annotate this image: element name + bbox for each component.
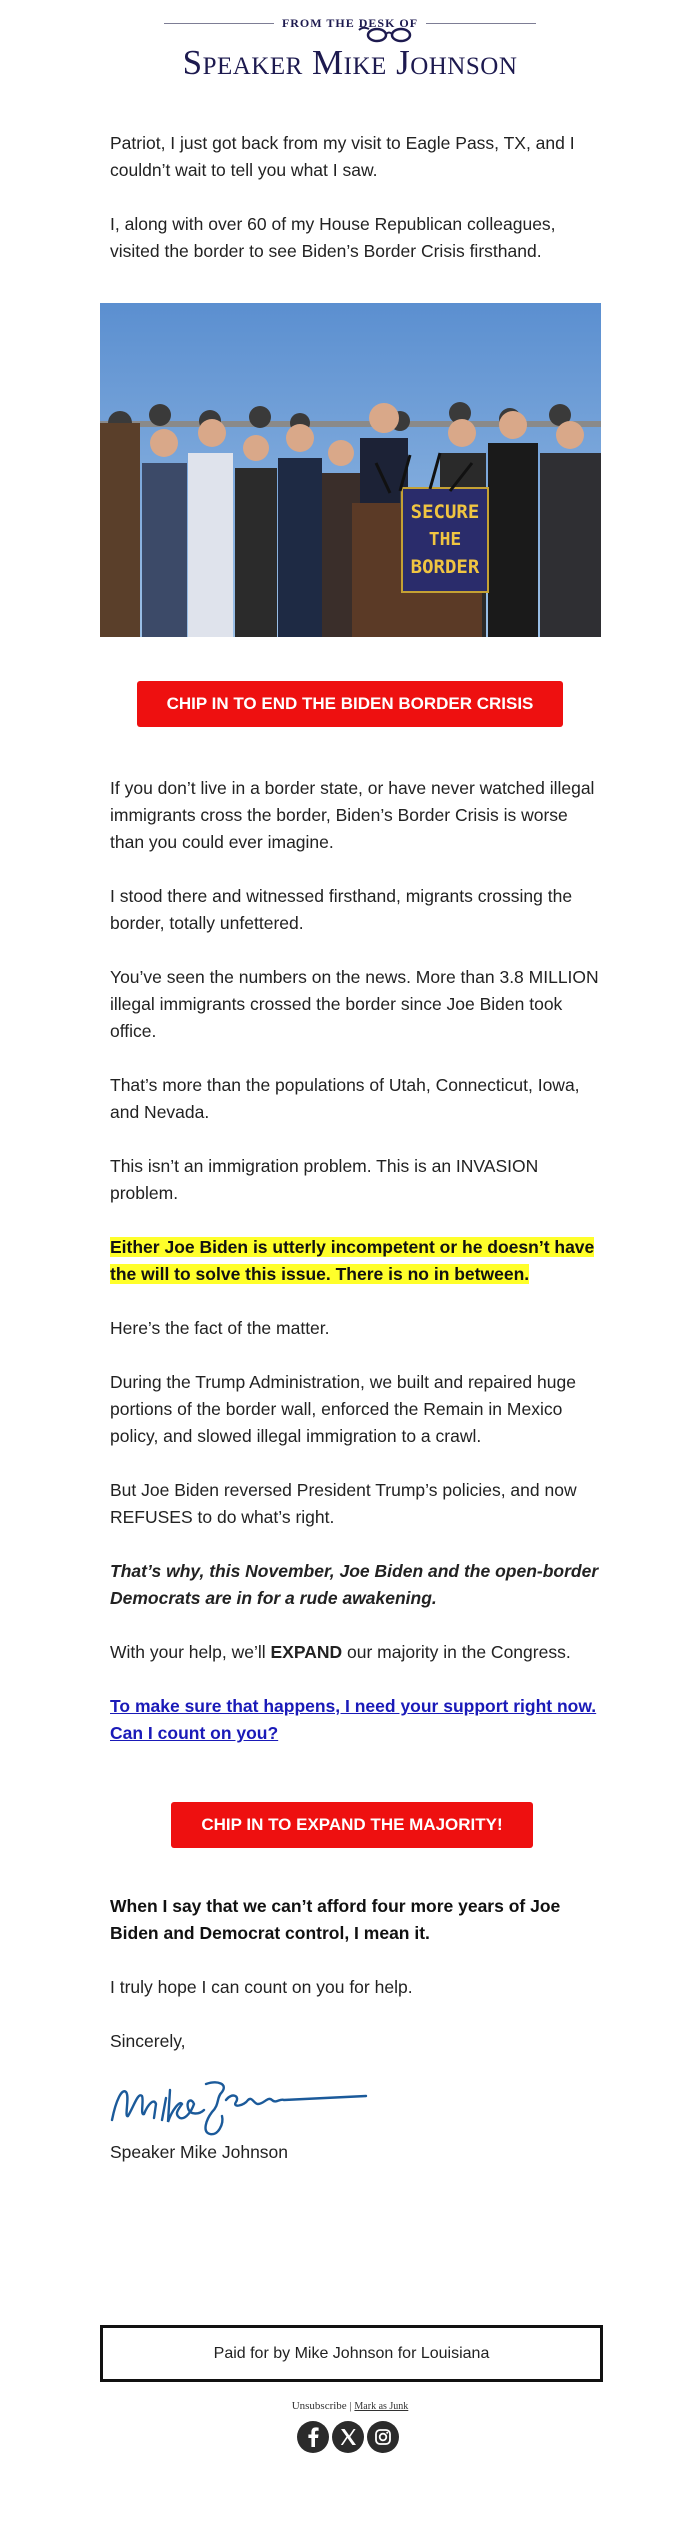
body-paragraph-10 [110, 1558, 600, 1612]
mark-junk-link[interactable]: Mark as Junk [354, 2401, 409, 2412]
intro-paragraph-2 [110, 211, 600, 265]
glasses-icon [357, 24, 415, 44]
closing-text-1: When I say that we can’t afford four more years of Joe Biden and Democrat control, I mean it. [110, 1896, 561, 1943]
body-text-8: During the Trump Administration, we built and repaired huge portions of the border wall, enforced the Remain in Mexico policy, and slowed illegal immigration to a crawl. [110, 1372, 576, 1446]
x-icon[interactable] [332, 2421, 364, 2453]
support-link[interactable]: To make sure that happens, I need your support right now. Can I count on you? [110, 1696, 597, 1743]
signature-image [108, 2070, 370, 2140]
signature-name: Speaker Mike Johnson [110, 2142, 289, 2162]
unsubscribe-separator: | [349, 2400, 352, 2412]
body-paragraph-4 [110, 1072, 600, 1126]
body-paragraph-7 [110, 1315, 600, 1342]
paid-for-text: Paid for by Mike Johnson for Louisiana [213, 2345, 490, 2362]
sign-line-1: SECURE [410, 501, 480, 523]
highlighted-statement: Either Joe Biden is utterly incompetent or he doesn’t have the will to solve this issue. There is no in between. [110, 1237, 595, 1284]
social-icons [297, 2421, 399, 2453]
chip-in-expand-majority-button[interactable]: CHIP IN TO EXPAND THE MAJORITY! [171, 1802, 533, 1848]
body-paragraph-1 [110, 775, 600, 856]
body-text-2: I stood there and witnessed firsthand, migrants crossing the border, totally unfettered. [110, 886, 573, 933]
email-header [0, 16, 700, 83]
intro-text-2: I, along with over 60 of my House Republican colleagues, visited the border to see Biden’s Border Crisis firsthand. [110, 214, 556, 261]
body-paragraph-9 [110, 1477, 600, 1531]
intro-text-1: Patriot, I just got back from my visit to Eagle Pass, TX, and I couldn’t wait to tell you what I saw. [110, 133, 575, 180]
border-visit-photo [100, 303, 601, 637]
divider-left [164, 23, 274, 24]
hero-photo [100, 303, 601, 637]
body-paragraph-6 [110, 1234, 600, 1288]
expand-bold: EXPAND [270, 1642, 343, 1662]
body-text-10: That’s why, this November, Joe Biden and the open-border Democrats are in for a rude awakening. [110, 1561, 599, 1608]
unsubscribe-link[interactable]: Unsubscribe [291, 2400, 347, 2412]
body-text-5: This isn’t an immigration problem. This is an INVASION problem. [110, 1156, 539, 1203]
sincerely-text: Sincerely, [110, 2031, 186, 2051]
closing-paragraph-1 [110, 1893, 600, 1947]
sign-line-3: BORDER [410, 556, 480, 578]
body-text-1: If you don’t live in a border state, or have never watched illegal immigrants cross the border, Biden’s Border Crisis is worse than you could ever imagine. [110, 778, 595, 852]
body-paragraph-5 [110, 1153, 600, 1207]
body-paragraph-8 [110, 1369, 600, 1450]
support-paragraph [110, 1693, 600, 1747]
chip-in-end-crisis-button[interactable]: CHIP IN TO END THE BIDEN BORDER CRISIS [137, 681, 563, 727]
body-paragraph-3 [110, 964, 600, 1045]
closing-paragraph-3 [110, 2028, 600, 2055]
expand-paragraph [110, 1639, 600, 1666]
sign-line-2: THE [428, 529, 462, 550]
from-desk-row [0, 16, 700, 31]
speaker-name: Speaker Mike Johnson [182, 43, 518, 82]
body-text-9: But Joe Biden reversed President Trump’s policies, and now REFUSES to do what’s right. [110, 1480, 577, 1527]
closing-text-2: I truly hope I can count on you for help. [110, 1977, 413, 1997]
instagram-icon[interactable] [367, 2421, 399, 2453]
signature-name-block [110, 2139, 600, 2166]
paid-for-box [100, 2325, 603, 2382]
divider-right [426, 23, 536, 24]
body-text-4: That’s more than the populations of Utah, Connecticut, Iowa, and Nevada. [110, 1075, 580, 1122]
expand-after: our majority in the Congress. [342, 1642, 571, 1662]
body-paragraph-2 [110, 883, 600, 937]
body-text-3: You’ve seen the numbers on the news. More than 3.8 MILLION illegal immigrants crossed the border since Joe Biden took office. [110, 967, 599, 1041]
from-desk-label: FROM THE DESK OF [281, 16, 419, 30]
unsubscribe-row [0, 2400, 700, 2412]
expand-before: With your help, we’ll [110, 1642, 271, 1662]
intro-paragraph-1 [110, 130, 600, 184]
speaker-logo [0, 43, 700, 83]
facebook-icon[interactable] [297, 2421, 329, 2453]
closing-paragraph-2 [110, 1974, 600, 2001]
body-text-7: Here’s the fact of the matter. [110, 1318, 330, 1338]
